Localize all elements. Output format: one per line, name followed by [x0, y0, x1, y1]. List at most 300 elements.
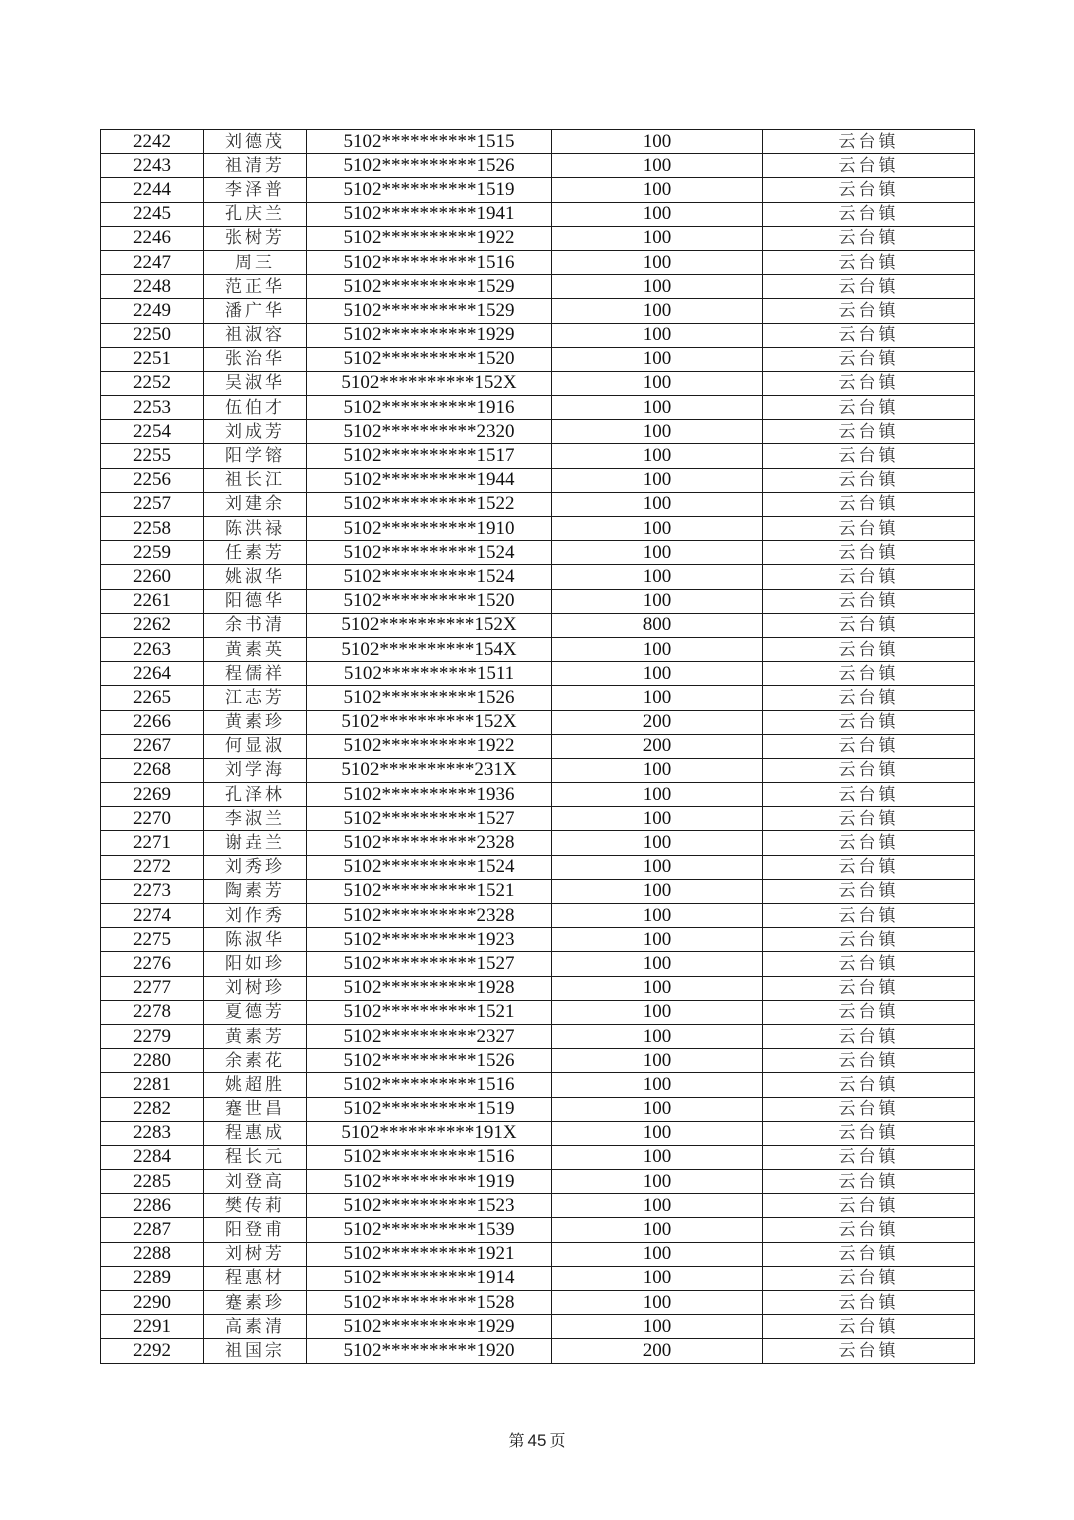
table-row	[101, 928, 975, 952]
cell-id-number: 5102**********1524	[307, 541, 552, 565]
page-footer	[0, 1428, 1074, 1451]
cell-name: 刘德茂	[204, 130, 307, 154]
cell-name: 任素芳	[204, 541, 307, 565]
cell-id-number: 5102**********1920	[307, 1339, 552, 1363]
cell-name: 黄素珍	[204, 710, 307, 734]
cell-id-number: 5102**********1910	[307, 517, 552, 541]
table-row	[101, 904, 975, 928]
cell-id-number: 5102**********1529	[307, 275, 552, 299]
cell-name: 程惠材	[204, 1266, 307, 1290]
table-row	[101, 1242, 975, 1266]
table-row	[101, 758, 975, 782]
cell-name: 孔庆兰	[204, 202, 307, 226]
cell-amount: 100	[552, 686, 763, 710]
cell-amount: 100	[552, 1170, 763, 1194]
cell-amount: 100	[552, 1242, 763, 1266]
cell-town: 云台镇	[763, 952, 975, 976]
cell-serial-number: 2275	[101, 928, 204, 952]
cell-amount: 100	[552, 323, 763, 347]
table-row	[101, 1339, 975, 1363]
cell-town: 云台镇	[763, 1194, 975, 1218]
cell-town: 云台镇	[763, 734, 975, 758]
cell-name: 程长元	[204, 1145, 307, 1169]
cell-amount: 100	[552, 1000, 763, 1024]
cell-town: 云台镇	[763, 275, 975, 299]
table-row	[101, 1194, 975, 1218]
cell-name: 姚淑华	[204, 565, 307, 589]
table-row	[101, 299, 975, 323]
table-row	[101, 275, 975, 299]
cell-town: 云台镇	[763, 1000, 975, 1024]
cell-serial-number: 2248	[101, 275, 204, 299]
table-row	[101, 807, 975, 831]
cell-amount: 100	[552, 928, 763, 952]
cell-town: 云台镇	[763, 637, 975, 661]
cell-town: 云台镇	[763, 1242, 975, 1266]
cell-town: 云台镇	[763, 323, 975, 347]
cell-name: 樊传莉	[204, 1194, 307, 1218]
cell-town: 云台镇	[763, 976, 975, 1000]
table-row	[101, 1097, 975, 1121]
cell-town: 云台镇	[763, 178, 975, 202]
table-row	[101, 468, 975, 492]
table-row	[101, 178, 975, 202]
cell-serial-number: 2291	[101, 1315, 204, 1339]
cell-serial-number: 2288	[101, 1242, 204, 1266]
cell-id-number: 5102**********2320	[307, 420, 552, 444]
table-row	[101, 1024, 975, 1048]
cell-name: 刘作秀	[204, 904, 307, 928]
table-row	[101, 637, 975, 661]
cell-id-number: 5102**********1929	[307, 323, 552, 347]
cell-id-number: 5102**********1941	[307, 202, 552, 226]
cell-name: 姚超胜	[204, 1073, 307, 1097]
cell-town: 云台镇	[763, 783, 975, 807]
cell-name: 刘建余	[204, 492, 307, 516]
cell-serial-number: 2274	[101, 904, 204, 928]
table-row	[101, 1291, 975, 1315]
cell-amount: 100	[552, 130, 763, 154]
cell-name: 蹇世昌	[204, 1097, 307, 1121]
cell-id-number: 5102**********152X	[307, 613, 552, 637]
cell-serial-number: 2280	[101, 1049, 204, 1073]
cell-name: 高素清	[204, 1315, 307, 1339]
cell-amount: 100	[552, 1121, 763, 1145]
cell-amount: 100	[552, 1315, 763, 1339]
cell-serial-number: 2285	[101, 1170, 204, 1194]
cell-amount: 100	[552, 855, 763, 879]
cell-town: 云台镇	[763, 1073, 975, 1097]
cell-name: 蹇素珍	[204, 1291, 307, 1315]
cell-serial-number: 2276	[101, 952, 204, 976]
cell-town: 云台镇	[763, 517, 975, 541]
cell-id-number: 5102**********1519	[307, 178, 552, 202]
cell-id-number: 5102**********1519	[307, 1097, 552, 1121]
cell-serial-number: 2287	[101, 1218, 204, 1242]
cell-name: 刘成芳	[204, 420, 307, 444]
cell-id-number: 5102**********1928	[307, 976, 552, 1000]
cell-amount: 100	[552, 468, 763, 492]
cell-serial-number: 2258	[101, 517, 204, 541]
cell-amount: 100	[552, 807, 763, 831]
cell-town: 云台镇	[763, 589, 975, 613]
table-row	[101, 517, 975, 541]
cell-id-number: 5102**********1919	[307, 1170, 552, 1194]
cell-serial-number: 2262	[101, 613, 204, 637]
cell-amount: 100	[552, 1097, 763, 1121]
table-row	[101, 952, 975, 976]
cell-name: 陈洪禄	[204, 517, 307, 541]
cell-town: 云台镇	[763, 662, 975, 686]
cell-serial-number: 2273	[101, 879, 204, 903]
cell-name: 谢垚兰	[204, 831, 307, 855]
cell-name: 刘登高	[204, 1170, 307, 1194]
cell-amount: 100	[552, 976, 763, 1000]
cell-serial-number: 2290	[101, 1291, 204, 1315]
cell-town: 云台镇	[763, 1339, 975, 1363]
cell-id-number: 5102**********1524	[307, 565, 552, 589]
cell-amount: 100	[552, 783, 763, 807]
cell-name: 江志芳	[204, 686, 307, 710]
cell-amount: 100	[552, 1145, 763, 1169]
cell-town: 云台镇	[763, 758, 975, 782]
cell-id-number: 5102**********2328	[307, 904, 552, 928]
cell-serial-number: 2292	[101, 1339, 204, 1363]
table-row	[101, 1266, 975, 1290]
table-row	[101, 1049, 975, 1073]
cell-amount: 100	[552, 758, 763, 782]
cell-town: 云台镇	[763, 371, 975, 395]
cell-town: 云台镇	[763, 904, 975, 928]
cell-amount: 100	[552, 1291, 763, 1315]
cell-amount: 100	[552, 202, 763, 226]
cell-town: 云台镇	[763, 226, 975, 250]
cell-name: 阳学镕	[204, 444, 307, 468]
table-row	[101, 202, 975, 226]
cell-serial-number: 2253	[101, 396, 204, 420]
table-row	[101, 420, 975, 444]
cell-id-number: 5102**********1515	[307, 130, 552, 154]
cell-town: 云台镇	[763, 831, 975, 855]
table-row	[101, 541, 975, 565]
cell-town: 云台镇	[763, 1218, 975, 1242]
cell-serial-number: 2269	[101, 783, 204, 807]
table-row	[101, 831, 975, 855]
cell-serial-number: 2271	[101, 831, 204, 855]
cell-amount: 100	[552, 904, 763, 928]
table-row	[101, 226, 975, 250]
cell-name: 张树芳	[204, 226, 307, 250]
cell-serial-number: 2243	[101, 154, 204, 178]
cell-name: 阳德华	[204, 589, 307, 613]
cell-serial-number: 2257	[101, 492, 204, 516]
cell-serial-number: 2263	[101, 637, 204, 661]
cell-id-number: 5102**********1914	[307, 1266, 552, 1290]
roster-table	[100, 129, 975, 1364]
table-row	[101, 710, 975, 734]
roster-table-body	[101, 130, 975, 1364]
cell-id-number: 5102**********152X	[307, 710, 552, 734]
cell-id-number: 5102**********1929	[307, 1315, 552, 1339]
cell-town: 云台镇	[763, 1145, 975, 1169]
cell-serial-number: 2244	[101, 178, 204, 202]
cell-amount: 100	[552, 541, 763, 565]
cell-id-number: 5102**********1527	[307, 807, 552, 831]
cell-id-number: 5102**********1516	[307, 1145, 552, 1169]
cell-amount: 100	[552, 1024, 763, 1048]
cell-town: 云台镇	[763, 1097, 975, 1121]
cell-name: 阳如珍	[204, 952, 307, 976]
cell-id-number: 5102**********1529	[307, 299, 552, 323]
cell-id-number: 5102**********1521	[307, 879, 552, 903]
cell-id-number: 5102**********1528	[307, 1291, 552, 1315]
cell-amount: 100	[552, 1266, 763, 1290]
cell-id-number: 5102**********1520	[307, 347, 552, 371]
cell-amount: 100	[552, 589, 763, 613]
cell-id-number: 5102**********2327	[307, 1024, 552, 1048]
table-row	[101, 250, 975, 274]
cell-serial-number: 2256	[101, 468, 204, 492]
cell-name: 周三	[204, 250, 307, 274]
cell-amount: 100	[552, 637, 763, 661]
cell-name: 黄素英	[204, 637, 307, 661]
cell-id-number: 5102**********1922	[307, 734, 552, 758]
table-row	[101, 347, 975, 371]
cell-serial-number: 2284	[101, 1145, 204, 1169]
cell-id-number: 5102**********1936	[307, 783, 552, 807]
cell-serial-number: 2279	[101, 1024, 204, 1048]
cell-town: 云台镇	[763, 250, 975, 274]
cell-serial-number: 2246	[101, 226, 204, 250]
cell-amount: 100	[552, 226, 763, 250]
table-row	[101, 613, 975, 637]
cell-id-number: 5102**********191X	[307, 1121, 552, 1145]
cell-amount: 100	[552, 347, 763, 371]
cell-name: 祖清芳	[204, 154, 307, 178]
cell-serial-number: 2259	[101, 541, 204, 565]
cell-serial-number: 2281	[101, 1073, 204, 1097]
cell-town: 云台镇	[763, 420, 975, 444]
cell-id-number: 5102**********1511	[307, 662, 552, 686]
table-row	[101, 565, 975, 589]
cell-name: 伍伯才	[204, 396, 307, 420]
table-row	[101, 734, 975, 758]
table-row	[101, 396, 975, 420]
cell-serial-number: 2286	[101, 1194, 204, 1218]
cell-amount: 200	[552, 710, 763, 734]
table-row	[101, 662, 975, 686]
cell-town: 云台镇	[763, 202, 975, 226]
cell-name: 张治华	[204, 347, 307, 371]
cell-name: 潘广华	[204, 299, 307, 323]
cell-amount: 100	[552, 154, 763, 178]
cell-serial-number: 2277	[101, 976, 204, 1000]
cell-serial-number: 2260	[101, 565, 204, 589]
cell-name: 刘秀珍	[204, 855, 307, 879]
cell-amount: 200	[552, 1339, 763, 1363]
cell-id-number: 5102**********1944	[307, 468, 552, 492]
cell-amount: 100	[552, 396, 763, 420]
cell-name: 李泽普	[204, 178, 307, 202]
cell-name: 陶素芳	[204, 879, 307, 903]
cell-serial-number: 2254	[101, 420, 204, 444]
cell-town: 云台镇	[763, 1049, 975, 1073]
cell-id-number: 5102**********1520	[307, 589, 552, 613]
table-row	[101, 130, 975, 154]
cell-serial-number: 2242	[101, 130, 204, 154]
cell-serial-number: 2261	[101, 589, 204, 613]
cell-town: 云台镇	[763, 1291, 975, 1315]
cell-name: 余素花	[204, 1049, 307, 1073]
cell-id-number: 5102**********1539	[307, 1218, 552, 1242]
cell-amount: 200	[552, 734, 763, 758]
cell-serial-number: 2272	[101, 855, 204, 879]
cell-serial-number: 2264	[101, 662, 204, 686]
cell-town: 云台镇	[763, 1024, 975, 1048]
cell-id-number: 5102**********1523	[307, 1194, 552, 1218]
cell-amount: 100	[552, 1049, 763, 1073]
cell-serial-number: 2268	[101, 758, 204, 782]
cell-amount: 100	[552, 565, 763, 589]
cell-serial-number: 2283	[101, 1121, 204, 1145]
cell-name: 余书清	[204, 613, 307, 637]
cell-town: 云台镇	[763, 807, 975, 831]
cell-id-number: 5102**********1526	[307, 154, 552, 178]
cell-amount: 100	[552, 1194, 763, 1218]
table-row	[101, 855, 975, 879]
cell-id-number: 5102**********1921	[307, 1242, 552, 1266]
cell-town: 云台镇	[763, 444, 975, 468]
table-row	[101, 589, 975, 613]
table-row	[101, 976, 975, 1000]
cell-town: 云台镇	[763, 565, 975, 589]
table-row	[101, 371, 975, 395]
cell-name: 范正华	[204, 275, 307, 299]
cell-town: 云台镇	[763, 299, 975, 323]
page-label-suffix: 页	[549, 1431, 566, 1450]
cell-id-number: 5102**********1916	[307, 396, 552, 420]
cell-name: 吴淑华	[204, 371, 307, 395]
cell-name: 黄素芳	[204, 1024, 307, 1048]
table-row	[101, 1170, 975, 1194]
cell-town: 云台镇	[763, 347, 975, 371]
cell-serial-number: 2282	[101, 1097, 204, 1121]
cell-serial-number: 2278	[101, 1000, 204, 1024]
cell-amount: 100	[552, 371, 763, 395]
cell-town: 云台镇	[763, 130, 975, 154]
table-row	[101, 1121, 975, 1145]
cell-serial-number: 2270	[101, 807, 204, 831]
cell-name: 刘学海	[204, 758, 307, 782]
cell-serial-number: 2245	[101, 202, 204, 226]
cell-town: 云台镇	[763, 928, 975, 952]
cell-id-number: 5102**********1526	[307, 1049, 552, 1073]
cell-serial-number: 2266	[101, 710, 204, 734]
cell-name: 祖淑容	[204, 323, 307, 347]
cell-amount: 100	[552, 178, 763, 202]
page-number: 45	[527, 1431, 547, 1450]
cell-id-number: 5102**********1526	[307, 686, 552, 710]
cell-town: 云台镇	[763, 396, 975, 420]
cell-amount: 100	[552, 492, 763, 516]
cell-name: 程儒祥	[204, 662, 307, 686]
cell-id-number: 5102**********2328	[307, 831, 552, 855]
table-row	[101, 1000, 975, 1024]
cell-serial-number: 2247	[101, 250, 204, 274]
cell-id-number: 5102**********1923	[307, 928, 552, 952]
cell-serial-number: 2251	[101, 347, 204, 371]
cell-amount: 100	[552, 1073, 763, 1097]
cell-town: 云台镇	[763, 1266, 975, 1290]
cell-town: 云台镇	[763, 541, 975, 565]
cell-serial-number: 2252	[101, 371, 204, 395]
cell-serial-number: 2255	[101, 444, 204, 468]
cell-serial-number: 2250	[101, 323, 204, 347]
cell-name: 孔泽林	[204, 783, 307, 807]
cell-amount: 100	[552, 952, 763, 976]
cell-amount: 100	[552, 879, 763, 903]
cell-amount: 100	[552, 444, 763, 468]
cell-town: 云台镇	[763, 1315, 975, 1339]
cell-serial-number: 2289	[101, 1266, 204, 1290]
cell-name: 阳登甫	[204, 1218, 307, 1242]
cell-town: 云台镇	[763, 686, 975, 710]
table-row	[101, 686, 975, 710]
table-row	[101, 1218, 975, 1242]
cell-amount: 100	[552, 250, 763, 274]
cell-serial-number: 2267	[101, 734, 204, 758]
page-label-prefix: 第	[508, 1431, 525, 1450]
cell-amount: 100	[552, 831, 763, 855]
cell-town: 云台镇	[763, 855, 975, 879]
cell-town: 云台镇	[763, 468, 975, 492]
cell-amount: 100	[552, 662, 763, 686]
table-row	[101, 1315, 975, 1339]
table-row	[101, 1073, 975, 1097]
cell-town: 云台镇	[763, 492, 975, 516]
table-row	[101, 1145, 975, 1169]
table-row	[101, 323, 975, 347]
table-row	[101, 783, 975, 807]
cell-id-number: 5102**********231X	[307, 758, 552, 782]
table-row	[101, 879, 975, 903]
cell-town: 云台镇	[763, 879, 975, 903]
cell-name: 刘树芳	[204, 1242, 307, 1266]
cell-id-number: 5102**********1527	[307, 952, 552, 976]
cell-amount: 100	[552, 420, 763, 444]
cell-name: 祖长江	[204, 468, 307, 492]
cell-name: 李淑兰	[204, 807, 307, 831]
table-row	[101, 154, 975, 178]
cell-id-number: 5102**********1516	[307, 250, 552, 274]
cell-amount: 100	[552, 1218, 763, 1242]
cell-amount: 100	[552, 299, 763, 323]
cell-serial-number: 2265	[101, 686, 204, 710]
cell-id-number: 5102**********1517	[307, 444, 552, 468]
cell-name: 刘树珍	[204, 976, 307, 1000]
cell-name: 陈淑华	[204, 928, 307, 952]
cell-amount: 100	[552, 517, 763, 541]
cell-town: 云台镇	[763, 1121, 975, 1145]
cell-id-number: 5102**********1521	[307, 1000, 552, 1024]
cell-town: 云台镇	[763, 613, 975, 637]
table-row	[101, 492, 975, 516]
table-row	[101, 444, 975, 468]
cell-town: 云台镇	[763, 154, 975, 178]
cell-serial-number: 2249	[101, 299, 204, 323]
cell-town: 云台镇	[763, 1170, 975, 1194]
cell-id-number: 5102**********152X	[307, 371, 552, 395]
